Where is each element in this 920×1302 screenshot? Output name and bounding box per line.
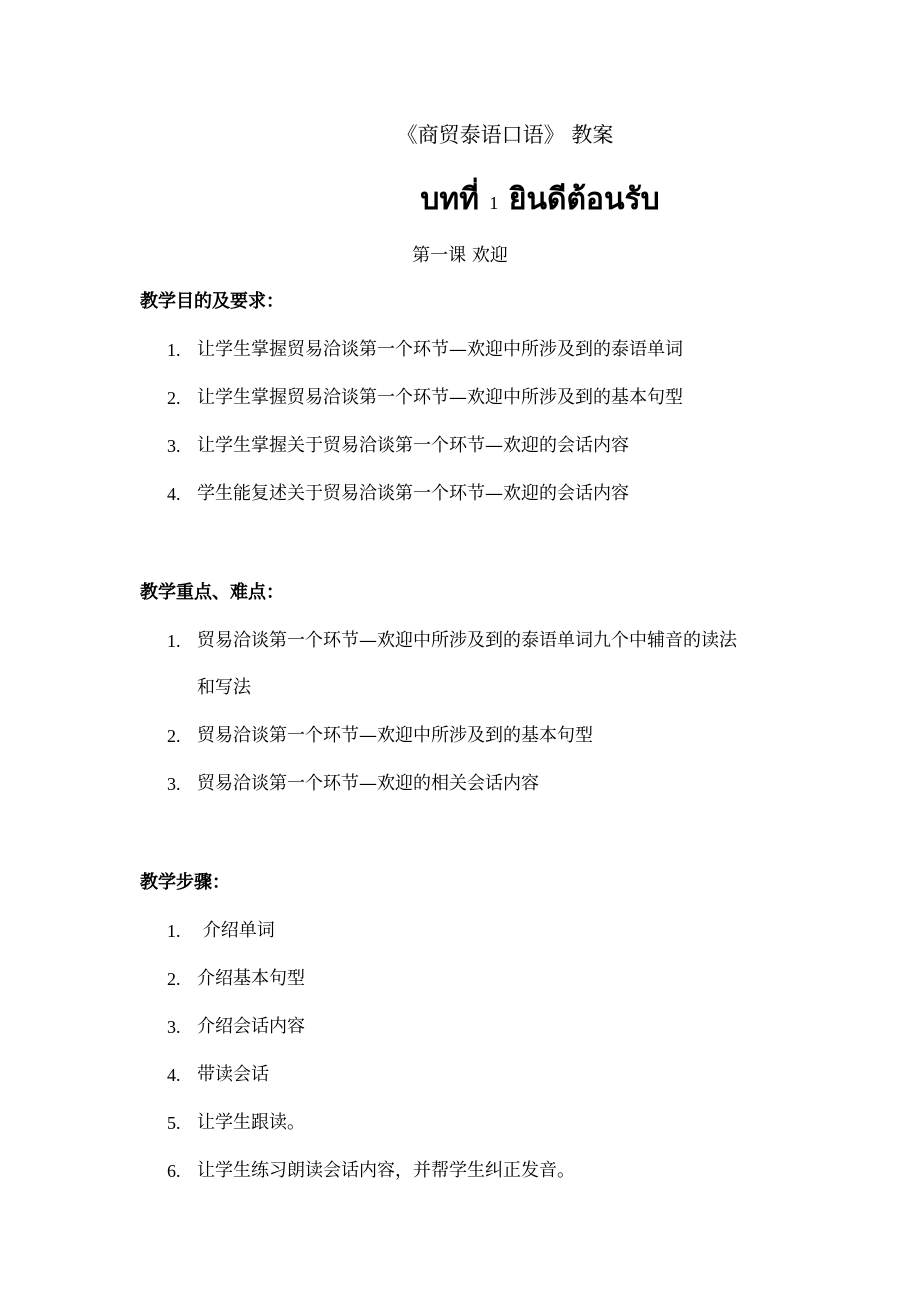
list-item (140, 337, 860, 363)
item-number: 5. (167, 1113, 181, 1133)
lesson-heading (0, 178, 920, 225)
section-title: 教学重点、难点： (140, 582, 284, 603)
list-item (140, 1014, 860, 1040)
list-item (140, 1158, 860, 1184)
item-number: 3. (167, 436, 181, 456)
item-number: 4. (167, 484, 181, 504)
key-points-section (140, 580, 860, 797)
list-item (140, 628, 860, 701)
list-item (140, 385, 860, 411)
item-text: 介绍单词 (197, 920, 275, 941)
objectives-list (140, 337, 860, 507)
item-number: 2. (167, 388, 181, 408)
lesson-subtitle: 第一课 欢迎 (412, 245, 508, 266)
item-number: 3. (167, 774, 181, 794)
item-text: 介绍基本句型 (197, 968, 305, 989)
item-text: 介绍会话内容 (197, 1016, 305, 1037)
list-item (140, 966, 860, 992)
objectives-section (140, 289, 860, 507)
item-text: 让学生练习朗读会话内容，并帮学生纠正发音。 (197, 1160, 575, 1181)
item-text: 贸易洽谈第一个环节—欢迎的相关会话内容 (197, 773, 539, 794)
item-text: 学生能复述关于贸易洽谈第一个环节—欢迎的会话内容 (197, 483, 629, 504)
list-item (140, 723, 860, 749)
lesson-heading-pre: บทที่ (420, 182, 479, 217)
lesson-heading-number: 1 (489, 193, 499, 213)
list-item (140, 918, 860, 944)
item-text: 带读会话 (197, 1064, 269, 1085)
list-item (140, 481, 860, 507)
item-text-continued: 和写法 (197, 677, 251, 698)
steps-list (140, 918, 860, 1184)
document-title: 《商贸泰语口语》 教案 (396, 123, 614, 147)
item-text: 贸易洽谈第一个环节—欢迎中所涉及到的基本句型 (197, 725, 593, 746)
list-item (140, 1062, 860, 1088)
item-text: 让学生掌握关于贸易洽谈第一个环节—欢迎的会话内容 (197, 435, 629, 456)
item-number: 4. (167, 1065, 181, 1085)
item-text: 让学生跟读。 (197, 1112, 305, 1133)
item-number: 1. (167, 921, 181, 941)
item-number: 2. (167, 726, 181, 746)
list-item (140, 433, 860, 459)
key-points-list (140, 628, 860, 797)
lesson-heading-post: ยินดีต้อนรับ (508, 182, 660, 217)
item-number: 3. (167, 1017, 181, 1037)
list-item (140, 771, 860, 797)
item-text: 让学生掌握贸易洽谈第一个环节—欢迎中所涉及到的基本句型 (197, 387, 683, 408)
list-item (140, 1110, 860, 1136)
item-text: 贸易洽谈第一个环节—欢迎中所涉及到的泰语单词九个中辅音的读法 (197, 630, 737, 651)
item-number: 6. (167, 1161, 181, 1181)
section-title: 教学步骤： (140, 872, 230, 893)
item-number: 2. (167, 969, 181, 989)
section-title: 教学目的及要求： (140, 291, 284, 312)
steps-section (140, 870, 860, 1184)
item-number: 1. (167, 631, 181, 651)
item-text: 让学生掌握贸易洽谈第一个环节—欢迎中所涉及到的泰语单词 (197, 339, 683, 360)
item-number: 1. (167, 340, 181, 360)
